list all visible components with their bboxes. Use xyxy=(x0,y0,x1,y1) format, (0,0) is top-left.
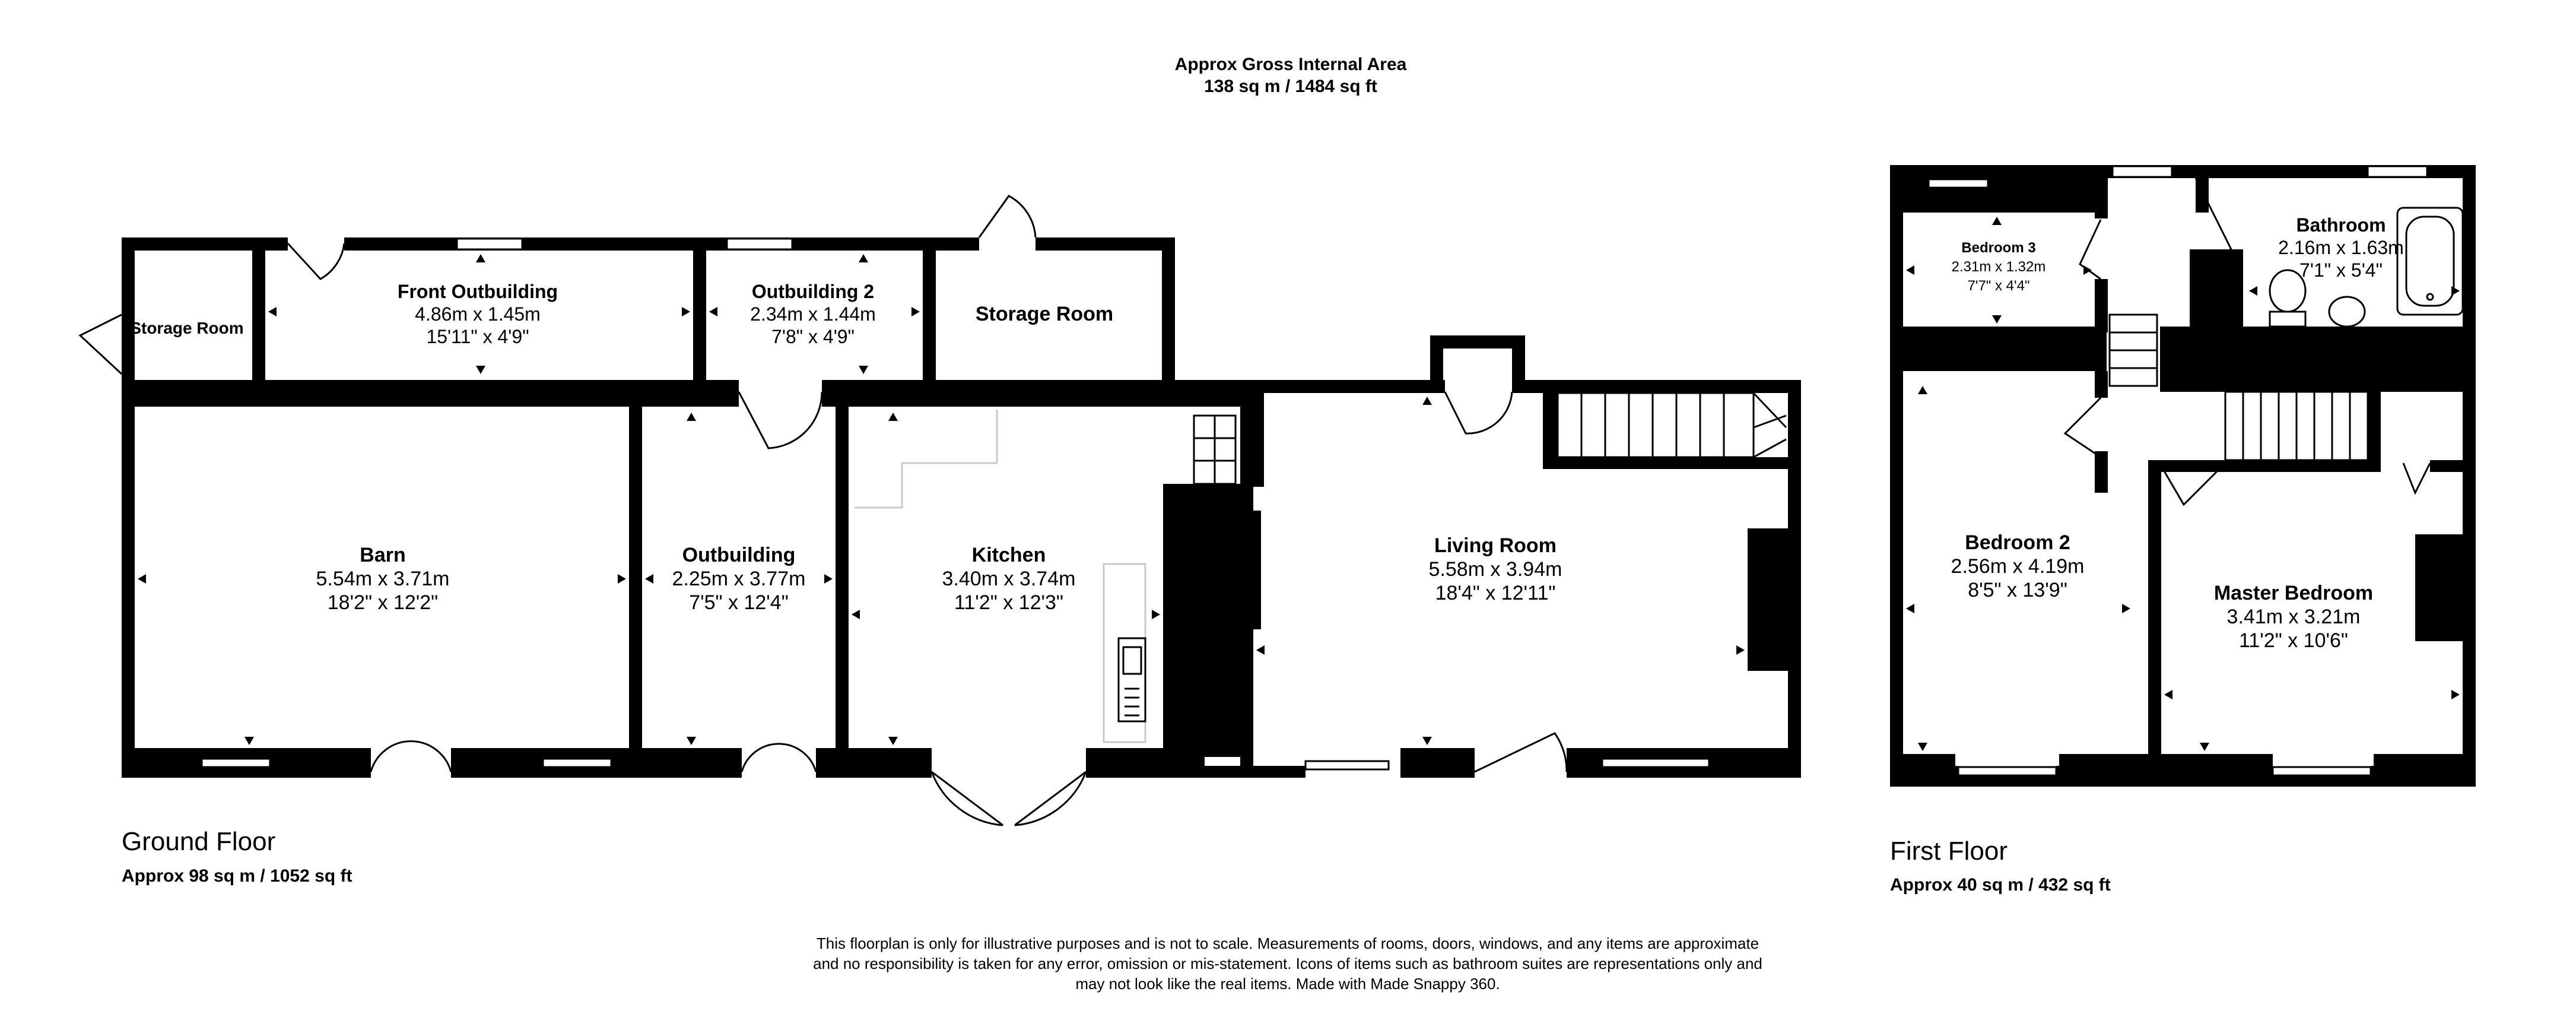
room-outbuilding-2 xyxy=(750,281,876,347)
wall xyxy=(1890,165,2095,213)
room-size-imperial: 7'5" x 12'4" xyxy=(689,591,789,614)
wall xyxy=(2095,451,2108,493)
room-name: Master Bedroom xyxy=(2213,582,2374,604)
dimension-markers xyxy=(138,254,1745,745)
wall xyxy=(1788,380,1801,778)
door-swing xyxy=(742,744,816,772)
room-name: Barn xyxy=(360,544,406,566)
room-outbuilding xyxy=(672,544,806,614)
wall xyxy=(122,237,135,386)
room-name: Outbuilding 2 xyxy=(751,281,875,302)
drainer xyxy=(1125,689,1139,715)
room-name: Living Room xyxy=(1434,534,1557,557)
room-name: Storage Room xyxy=(130,319,244,337)
disclaimer-line: This floorplan is only for illustrative purposes and is not to scale. Measurements of rooms, doors, windows, and any items are approximate xyxy=(816,934,1759,952)
door-swing xyxy=(739,392,822,448)
ground-floor-title: Ground Floor xyxy=(122,827,276,856)
room-size-metric: 5.58m x 3.94m xyxy=(1428,558,1562,581)
wall xyxy=(2148,460,2161,769)
window xyxy=(1929,179,1988,188)
room-front-outbuilding xyxy=(398,281,558,347)
wall xyxy=(2059,754,2273,787)
wall xyxy=(1890,327,2107,371)
gross-area-value: 138 sq m / 1484 sq ft xyxy=(1204,77,1377,96)
room-size-imperial: 11'2" x 12'3" xyxy=(954,591,1063,614)
wall xyxy=(2430,460,2476,472)
door-swing xyxy=(371,742,451,772)
room-name: Front Outbuilding xyxy=(397,281,558,302)
toilet-cistern xyxy=(2270,312,2305,327)
room-name: Kitchen xyxy=(971,544,1046,566)
ground-floor-area: Approx 98 sq m / 1052 sq ft xyxy=(122,866,352,886)
wall xyxy=(2196,165,2476,178)
wall xyxy=(822,380,1175,407)
first-floor-title: First Floor xyxy=(1890,837,2008,866)
room-bathroom xyxy=(2278,214,2404,281)
room-size-metric: 3.40m x 3.74m xyxy=(942,568,1076,590)
wall xyxy=(1246,380,1264,487)
room-size-metric: 2.25m x 3.77m xyxy=(672,568,806,590)
room-size-metric: 4.86m x 1.45m xyxy=(415,303,541,325)
sink-basin xyxy=(1123,647,1141,674)
wall xyxy=(1890,754,1955,787)
disclaimer-line: may not look like the real items. Made with Made Snappy 360. xyxy=(1075,975,1500,993)
room-living-room xyxy=(1429,534,1562,604)
wall xyxy=(1400,748,1475,778)
counter xyxy=(855,410,997,508)
door-swing xyxy=(1445,392,1512,433)
wall xyxy=(923,237,936,386)
window xyxy=(2273,767,2371,775)
room-size-imperial: 18'4" x 12'11" xyxy=(1435,582,1556,604)
window xyxy=(543,759,611,767)
room-barn xyxy=(316,544,450,614)
window xyxy=(727,239,792,249)
first-floor-area: Approx 40 sq m / 432 sq ft xyxy=(1890,875,2111,895)
room-size-imperial: 8'5" x 13'9" xyxy=(1968,579,2067,601)
room-size-imperial: 11'2" x 10'6" xyxy=(2239,629,2348,652)
room-size-metric: 3.41m x 3.21m xyxy=(2226,606,2361,628)
room-name: Bedroom 3 xyxy=(1961,240,2036,256)
room-size-metric: 2.34m x 1.44m xyxy=(750,303,876,325)
wall xyxy=(1175,380,1246,407)
room-size-imperial: 18'2" x 12'2" xyxy=(327,591,439,614)
fireplace xyxy=(2415,534,2463,641)
window xyxy=(2368,166,2427,177)
room-bedroom-2 xyxy=(1951,531,2085,601)
wall xyxy=(2160,327,2476,392)
gross-area-header xyxy=(1175,55,1407,96)
chimney-breast xyxy=(1163,484,1240,757)
room-size-metric: 2.31m x 1.32m xyxy=(1951,259,2046,275)
wall xyxy=(629,407,642,778)
wall xyxy=(2463,165,2476,787)
room-size-imperial: 7'1" x 5'4" xyxy=(2299,259,2383,281)
room-name: Outbuilding xyxy=(682,544,796,566)
wall xyxy=(1430,335,1525,348)
wall xyxy=(2148,460,2380,472)
window xyxy=(202,759,270,767)
room-size-imperial: 15'11" x 4'9" xyxy=(426,326,529,347)
dimension-markers xyxy=(1906,217,2460,751)
door-gap xyxy=(288,236,344,252)
ground-floor-caption xyxy=(122,827,352,886)
door-swing xyxy=(2196,178,2231,261)
room-size-metric: 5.54m x 3.71m xyxy=(316,568,450,590)
room-size-metric: 2.16m x 1.63m xyxy=(2278,237,2404,258)
wall xyxy=(122,380,739,407)
wall xyxy=(2095,165,2108,218)
door-swing xyxy=(979,196,1036,237)
room-name: Storage Room xyxy=(975,303,1114,325)
window xyxy=(2113,166,2172,177)
door-swing xyxy=(932,772,1086,825)
room-master-bedroom xyxy=(2214,582,2373,652)
wall xyxy=(836,407,849,778)
wall xyxy=(1543,457,1798,469)
room-kitchen xyxy=(942,544,1076,614)
wall xyxy=(122,380,135,778)
door-swing xyxy=(2065,398,2101,457)
wall xyxy=(1240,380,1445,393)
wall xyxy=(693,237,706,386)
wall xyxy=(2190,249,2243,332)
door-gap xyxy=(1475,765,1567,779)
room-size-imperial: 7'8" x 4'9" xyxy=(771,326,855,347)
window xyxy=(1306,761,1389,769)
door-gap xyxy=(979,236,1036,252)
room-storage-left xyxy=(130,319,243,337)
wall xyxy=(2368,392,2381,472)
fireplace xyxy=(1748,528,1789,671)
room-name: Bedroom 2 xyxy=(1965,531,2070,554)
room-name: Bathroom xyxy=(2296,214,2386,236)
wall xyxy=(1543,380,1558,469)
wall xyxy=(2196,165,2209,213)
basin-icon xyxy=(2329,297,2365,327)
wall xyxy=(2095,371,2108,398)
room-size-metric: 2.56m x 4.19m xyxy=(1951,555,2085,578)
room-storage-right xyxy=(976,303,1113,325)
window xyxy=(1602,759,1709,767)
door-swing xyxy=(80,315,122,374)
window xyxy=(457,239,522,249)
wall xyxy=(252,237,265,386)
ground-floor-plan xyxy=(80,196,1801,825)
room-bedroom-3 xyxy=(1952,240,2046,294)
room-size-imperial: 7'7" x 4'4" xyxy=(1967,278,2030,294)
window xyxy=(1958,767,2056,775)
door-swing xyxy=(2403,463,2430,493)
wall xyxy=(2374,754,2476,787)
gross-area-title: Approx Gross Internal Area xyxy=(1174,55,1407,74)
wall xyxy=(816,748,932,778)
door-swing xyxy=(2163,469,2219,505)
disclaimer-line: and no responsibility is taken for any error, omission or mis-statement. Icons of items such as bathroom suites are representations only and xyxy=(813,955,1762,972)
wall xyxy=(2095,279,2108,332)
wall xyxy=(1890,213,1903,331)
disclaimer xyxy=(813,934,1762,993)
first-floor-caption xyxy=(1890,837,2111,895)
